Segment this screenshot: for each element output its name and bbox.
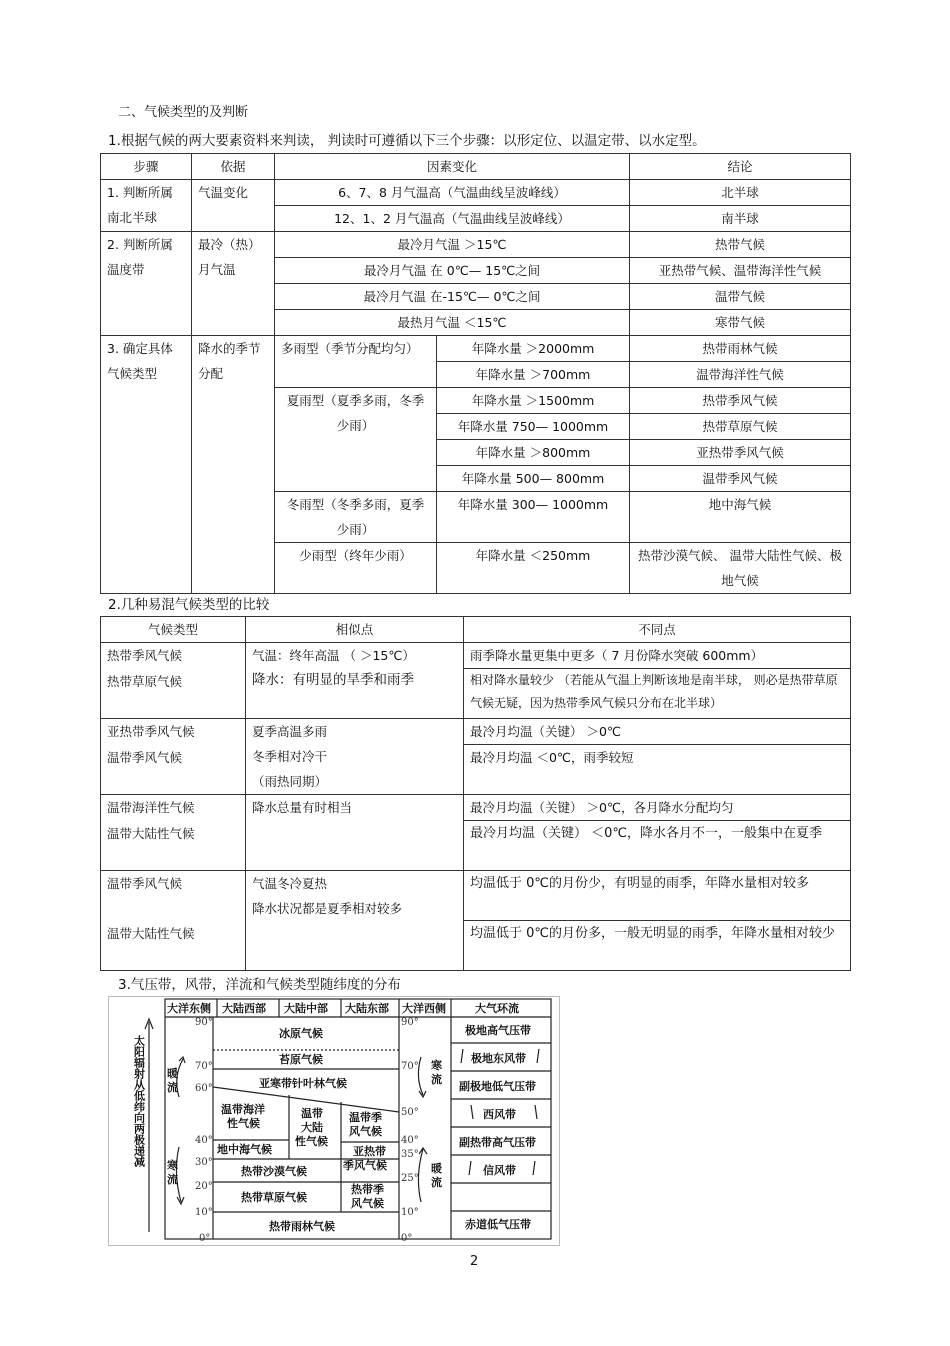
part3-heading: 3.气压带，风带，洋流和气候类型随纬度的分布 <box>118 977 401 993</box>
g2-type-2: 温带季风气候 <box>101 745 246 795</box>
side-label: 太阳辐射从低纬向两极递减 <box>132 1035 146 1167</box>
g1-diff-2: 相对降水量较少 （若能从气温上判断该地是南半球， 则必是热带草原气候无疑，因为热带季风气候只分布在北半球） <box>464 669 851 719</box>
right-tick-40: 40° <box>401 1135 419 1146</box>
precip-8: 年降水量 ＜250mm <box>437 543 630 594</box>
step2-label: 2. 判断所属温度带 <box>101 232 192 336</box>
climate-tundra: 苔原气候 <box>279 1053 323 1066</box>
g3-diff-1: 最冷月均温（关键） ＞0℃，各月降水分配均匀 <box>464 795 851 821</box>
precip-1: 年降水量 ＞2000mm <box>437 336 630 362</box>
g2-type-1: 亚热带季风气候 <box>101 719 246 745</box>
part1-heading: 1.根据气候的两大要素资料来判读， 判读时可遵循以下三个步骤：以形定位、以温定带、以水定型。 <box>108 133 706 149</box>
page-number: 2 <box>470 1254 479 1269</box>
type-summer-rain: 夏雨型（夏季多雨，冬季少雨） <box>275 388 437 492</box>
step1-factor-1: 6、7、8 月气温高（气温曲线呈波峰线） <box>275 180 630 206</box>
step2-basis: 最冷（热）月气温 <box>192 232 275 336</box>
left-tick-10: 10° <box>195 1207 213 1218</box>
right-current-2a: 暖 <box>431 1162 442 1175</box>
left-tick-30: 30° <box>195 1157 213 1168</box>
g3-similar: 降水总量有时相当 <box>246 795 464 871</box>
part2-heading: 2.几种易混气候类型的比较 <box>108 597 270 613</box>
left-current-2b: 流 <box>167 1173 178 1186</box>
step1-basis: 气温变化 <box>192 180 275 232</box>
type-winter-rain: 冬雨型（冬季多雨，夏季少雨） <box>275 492 437 543</box>
diagram-svg <box>109 997 559 1245</box>
g1-similar-1: 气温：终年高温 （ ＞15℃） <box>252 648 415 663</box>
right-tick-50: 50° <box>401 1107 419 1118</box>
g4-diff-1: 均温低于 0℃的月份少，有明显的雨季，年降水量相对较多 <box>464 871 851 921</box>
step2-result-1: 热带气候 <box>630 232 851 258</box>
left-tick-60: 60° <box>195 1083 213 1094</box>
step2-factor-2: 最冷月气温 在 0℃— 15℃之间 <box>275 258 630 284</box>
left-tick-0: 0° <box>199 1233 211 1244</box>
col-header-1: 大洋东侧 <box>167 1002 211 1015</box>
result-5: 亚热带季风气候 <box>630 440 851 466</box>
right-tick-70: 70° <box>401 1061 419 1072</box>
header-diff: 不同点 <box>464 617 851 643</box>
right-current-2b: 流 <box>431 1176 442 1189</box>
table-row <box>101 921 851 971</box>
circ-equatorial-low: 赤道低气压带 <box>465 1218 531 1231</box>
col-header-3: 大陆中部 <box>284 1002 328 1015</box>
table-row <box>101 745 851 795</box>
table-row <box>101 180 851 206</box>
result-4: 热带草原气候 <box>630 414 851 440</box>
header-step: 步骤 <box>101 154 192 180</box>
col-header-2: 大陆西部 <box>222 1002 266 1015</box>
circ-polar-easterlies: 极地东风带 <box>471 1052 526 1065</box>
step1-result-1: 北半球 <box>630 180 851 206</box>
header-result: 结论 <box>630 154 851 180</box>
climate-mediterranean: 地中海气候 <box>217 1143 272 1156</box>
right-tick-0: 0° <box>401 1233 413 1244</box>
result-7: 地中海气候 <box>630 492 851 543</box>
climate-taiga: 亚寒带针叶林气候 <box>259 1077 347 1090</box>
climate-temp-maritime-2: 性气候 <box>227 1117 260 1130</box>
g3-type-2: 温带大陆性气候 <box>101 821 246 871</box>
left-current-1b: 流 <box>167 1081 178 1094</box>
step2-result-4: 寒带气候 <box>630 310 851 336</box>
table-row <box>101 821 851 871</box>
g2-similar <box>246 719 464 795</box>
table-row <box>101 871 851 921</box>
result-2: 温带海洋性气候 <box>630 362 851 388</box>
result-3: 热带季风气候 <box>630 388 851 414</box>
precip-3: 年降水量 ＞1500mm <box>437 388 630 414</box>
climate-latitude-diagram <box>108 996 560 1246</box>
g2-similar-1: 夏季高温多雨 <box>252 724 328 739</box>
climate-trop-monsoon-2: 风气候 <box>351 1197 384 1210</box>
table2-header-row <box>101 617 851 643</box>
precip-5: 年降水量 ＞800mm <box>437 440 630 466</box>
climate-temp-monsoon-1: 温带季 <box>349 1111 382 1124</box>
step2-factor-3: 最冷月气温 在-15℃— 0℃之间 <box>275 284 630 310</box>
col-header-4: 大陆东部 <box>345 1002 389 1015</box>
g4-similar-1: 气温冬冷夏热 <box>252 876 328 891</box>
precip-6: 年降水量 500— 800mm <box>437 466 630 492</box>
step2-factor-1: 最冷月气温 ＞15℃ <box>275 232 630 258</box>
comparison-table <box>100 616 851 971</box>
right-tick-10: 10° <box>401 1207 419 1218</box>
header-type: 气候类型 <box>101 617 246 643</box>
table-row <box>101 795 851 821</box>
header-similar: 相似点 <box>246 617 464 643</box>
climate-subtrop-monsoon-1: 亚热带 <box>353 1145 386 1158</box>
right-current-1b: 流 <box>431 1073 442 1086</box>
climate-temp-monsoon-2: 风气候 <box>349 1125 382 1138</box>
climate-temp-maritime-1: 温带海洋 <box>221 1103 265 1116</box>
climate-judgement-table <box>100 153 851 594</box>
header-factor: 因素变化 <box>275 154 630 180</box>
step1-label: 1. 判断所属南北半球 <box>101 180 192 232</box>
precip-4: 年降水量 750— 1000mm <box>437 414 630 440</box>
table-row <box>101 719 851 745</box>
g1-diff-1: 雨季降水量更集中更多（ 7 月份降水突破 600mm） <box>464 643 851 669</box>
left-tick-20: 20° <box>195 1181 213 1192</box>
circ-polar-high: 极地高气压带 <box>465 1024 531 1037</box>
g4-similar <box>246 871 464 971</box>
right-current-1a: 寒 <box>431 1059 442 1072</box>
circ-trade-winds: 信风带 <box>483 1164 516 1177</box>
circ-westerlies: 西风带 <box>483 1108 516 1121</box>
climate-temp-continental-2: 大陆 <box>301 1121 323 1134</box>
section-title: 二、气候类型的及判断 <box>118 105 249 120</box>
g2-similar-3: （雨热同期） <box>252 774 328 789</box>
type-little-rain: 少雨型（终年少雨） <box>275 543 437 594</box>
col-header-6: 大气环流 <box>475 1002 519 1015</box>
g4-type-2: 温带大陆性气候 <box>101 921 246 971</box>
precip-7: 年降水量 300— 1000mm <box>437 492 630 543</box>
g1-similar-2: 降水：有明显的旱季和雨季 <box>252 672 414 688</box>
climate-rainforest: 热带雨林气候 <box>269 1220 335 1233</box>
table-row <box>101 232 851 258</box>
type-even-rain: 多雨型（季节分配均匀） <box>275 336 437 388</box>
left-tick-90: 90° <box>195 1017 213 1028</box>
g1-type-2: 热带草原气候 <box>101 669 246 719</box>
left-current-1a: 暖 <box>167 1067 178 1080</box>
right-tick-35: 35° <box>401 1149 419 1160</box>
g3-type-1: 温带海洋性气候 <box>101 795 246 821</box>
step3-basis: 降水的季节分配 <box>192 336 275 594</box>
left-current-2a: 寒 <box>167 1159 178 1172</box>
result-8: 热带沙漠气候、 温带大陆性气候、极地气候 <box>630 543 851 594</box>
g2-similar-2: 冬季相对冷干 <box>252 749 328 764</box>
step2-factor-4: 最热月气温 ＜15℃ <box>275 310 630 336</box>
step3-label: 3. 确定具体气候类型 <box>101 336 192 594</box>
g1-similar <box>246 643 464 719</box>
table-row <box>101 669 851 719</box>
step1-factor-2: 12、1、2 月气温高（气温曲线呈波峰线） <box>275 206 630 232</box>
g1-type-1: 热带季风气候 <box>101 643 246 669</box>
step2-result-2: 亚热带气候、温带海洋性气候 <box>630 258 851 284</box>
climate-ice: 冰原气候 <box>279 1027 323 1040</box>
circ-subpolar-low: 副极地低气压带 <box>459 1080 536 1093</box>
climate-desert: 热带沙漠气候 <box>241 1165 307 1178</box>
climate-temp-continental-1: 温带 <box>301 1107 323 1120</box>
right-tick-25: 25° <box>401 1173 419 1184</box>
col-header-5: 大洋西侧 <box>402 1002 446 1015</box>
g2-diff-1: 最冷月均温（关键） ＞0℃ <box>464 719 851 745</box>
table-row <box>101 643 851 669</box>
climate-subtrop-monsoon-2: 季风气候 <box>343 1159 387 1172</box>
table-row <box>101 336 851 362</box>
header-basis: 依据 <box>192 154 275 180</box>
result-6: 温带季风气候 <box>630 466 851 492</box>
g4-diff-2: 均温低于 0℃的月份多，一般无明显的雨季，年降水量相对较少 <box>464 921 851 971</box>
climate-temp-continental-3: 性气候 <box>295 1135 328 1148</box>
result-1: 热带雨林气候 <box>630 336 851 362</box>
step2-result-3: 温带气候 <box>630 284 851 310</box>
g4-type-1: 温带季风气候 <box>101 871 246 921</box>
g4-similar-2: 降水状况都是夏季相对较多 <box>252 901 403 916</box>
g2-diff-2: 最冷月均温 ＜0℃，雨季较短 <box>464 745 851 795</box>
step1-result-2: 南半球 <box>630 206 851 232</box>
circ-subtropical-high: 副热带高气压带 <box>459 1136 536 1149</box>
climate-trop-monsoon-1: 热带季 <box>351 1183 384 1196</box>
climate-savanna: 热带草原气候 <box>241 1191 307 1204</box>
table1-header-row <box>101 154 851 180</box>
right-tick-90: 90° <box>401 1017 419 1028</box>
left-tick-70: 70° <box>195 1061 213 1072</box>
g3-diff-2: 最冷月均温（关键） ＜0℃，降水各月不一，一般集中在夏季 <box>464 821 851 871</box>
precip-2: 年降水量 ＞700mm <box>437 362 630 388</box>
left-tick-40: 40° <box>195 1135 213 1146</box>
